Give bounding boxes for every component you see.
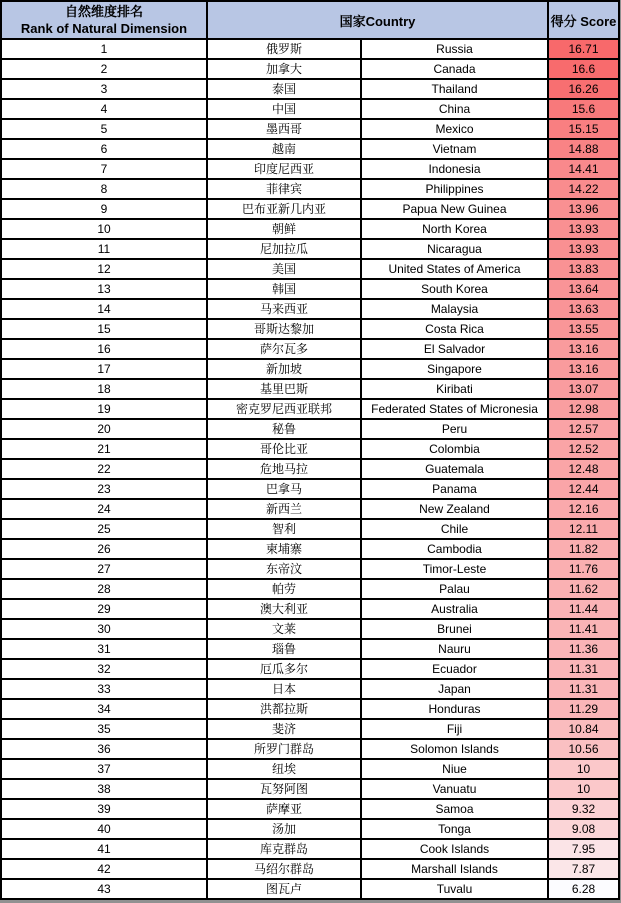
rank-cell: 3: [1, 79, 207, 99]
score-cell: 11.29: [548, 699, 619, 719]
table-row: [1, 239, 619, 259]
score-cell: 9.08: [548, 819, 619, 839]
country-en-cell: Honduras: [361, 699, 548, 719]
rank-cell: 23: [1, 479, 207, 499]
country-en-cell: Papua New Guinea: [361, 199, 548, 219]
rank-cell: 5: [1, 119, 207, 139]
rank-cell: 41: [1, 839, 207, 859]
country-zh-cell: 图瓦卢: [207, 879, 361, 899]
score-cell: 10.56: [548, 739, 619, 759]
score-cell: 11.62: [548, 579, 619, 599]
table-row: [1, 319, 619, 339]
country-zh-cell: 基里巴斯: [207, 379, 361, 399]
score-cell: 13.64: [548, 279, 619, 299]
country-zh-cell: 马绍尔群岛: [207, 859, 361, 879]
country-zh-cell: 萨尔瓦多: [207, 339, 361, 359]
rank-cell: 14: [1, 299, 207, 319]
table-row: [1, 699, 619, 719]
table-row: [1, 79, 619, 99]
country-en-cell: Chile: [361, 519, 548, 539]
rank-cell: 33: [1, 679, 207, 699]
country-en-cell: North Korea: [361, 219, 548, 239]
country-zh-cell: 帕劳: [207, 579, 361, 599]
table-row: [1, 179, 619, 199]
rank-cell: 38: [1, 779, 207, 799]
header-score: 得分 Score: [548, 1, 619, 39]
score-cell: 16.6: [548, 59, 619, 79]
country-zh-cell: 新西兰: [207, 499, 361, 519]
table-row: [1, 519, 619, 539]
country-en-cell: Thailand: [361, 79, 548, 99]
country-zh-cell: 瓦努阿图: [207, 779, 361, 799]
table-row: [1, 819, 619, 839]
country-zh-cell: 尼加拉瓜: [207, 239, 361, 259]
rank-cell: 12: [1, 259, 207, 279]
country-zh-cell: 智利: [207, 519, 361, 539]
country-zh-cell: 巴拿马: [207, 479, 361, 499]
table-row: [1, 679, 619, 699]
country-en-cell: Malaysia: [361, 299, 548, 319]
rank-cell: 22: [1, 459, 207, 479]
country-en-cell: Colombia: [361, 439, 548, 459]
score-cell: 11.76: [548, 559, 619, 579]
rank-cell: 21: [1, 439, 207, 459]
rank-cell: 6: [1, 139, 207, 159]
score-cell: 11.31: [548, 679, 619, 699]
rank-cell: 4: [1, 99, 207, 119]
country-zh-cell: 加拿大: [207, 59, 361, 79]
country-zh-cell: 危地马拉: [207, 459, 361, 479]
country-en-cell: Singapore: [361, 359, 548, 379]
country-en-cell: Peru: [361, 419, 548, 439]
rank-cell: 29: [1, 599, 207, 619]
table-row: [1, 539, 619, 559]
table-row: [1, 599, 619, 619]
score-cell: 12.11: [548, 519, 619, 539]
country-en-cell: Federated States of Micronesia: [361, 399, 548, 419]
country-en-cell: El Salvador: [361, 339, 548, 359]
country-zh-cell: 朝鲜: [207, 219, 361, 239]
rank-cell: 19: [1, 399, 207, 419]
table-row: [1, 39, 619, 59]
rank-cell: 17: [1, 359, 207, 379]
country-zh-cell: 密克罗尼西亚联邦: [207, 399, 361, 419]
country-en-cell: Tonga: [361, 819, 548, 839]
country-zh-cell: 俄罗斯: [207, 39, 361, 59]
country-zh-cell: 美国: [207, 259, 361, 279]
country-zh-cell: 文莱: [207, 619, 361, 639]
country-zh-cell: 越南: [207, 139, 361, 159]
country-en-cell: Timor-Leste: [361, 559, 548, 579]
table-row: [1, 839, 619, 859]
score-cell: 13.16: [548, 339, 619, 359]
rank-cell: 36: [1, 739, 207, 759]
country-en-cell: Guatemala: [361, 459, 548, 479]
country-zh-cell: 斐济: [207, 719, 361, 739]
country-en-cell: Japan: [361, 679, 548, 699]
country-en-cell: Fiji: [361, 719, 548, 739]
table-row: [1, 499, 619, 519]
table-row: [1, 799, 619, 819]
score-cell: 7.87: [548, 859, 619, 879]
score-cell: 15.6: [548, 99, 619, 119]
table-row: [1, 859, 619, 879]
score-cell: 10.84: [548, 719, 619, 739]
table-row: [1, 379, 619, 399]
country-en-cell: China: [361, 99, 548, 119]
table-row: [1, 359, 619, 379]
score-cell: 13.93: [548, 239, 619, 259]
score-cell: 15.15: [548, 119, 619, 139]
header-rank-en: Rank of Natural Dimension: [20, 21, 188, 36]
country-en-cell: Vanuatu: [361, 779, 548, 799]
table-body: [1, 39, 619, 899]
country-en-cell: Ecuador: [361, 659, 548, 679]
table-row: [1, 759, 619, 779]
score-cell: 13.93: [548, 219, 619, 239]
table-row: [1, 619, 619, 639]
table-row: [1, 419, 619, 439]
country-en-cell: Canada: [361, 59, 548, 79]
country-zh-cell: 墨西哥: [207, 119, 361, 139]
header-rank-zh: 自然维度排名: [64, 4, 143, 19]
score-cell: 12.44: [548, 479, 619, 499]
country-zh-cell: 东帝汶: [207, 559, 361, 579]
table-row: [1, 719, 619, 739]
country-zh-cell: 洪都拉斯: [207, 699, 361, 719]
table-header: [1, 1, 619, 39]
country-zh-cell: 印度尼西亚: [207, 159, 361, 179]
score-cell: 10: [548, 779, 619, 799]
country-en-cell: Tuvalu: [361, 879, 548, 899]
score-cell: 12.16: [548, 499, 619, 519]
country-zh-cell: 所罗门群岛: [207, 739, 361, 759]
rank-cell: 40: [1, 819, 207, 839]
score-cell: 7.95: [548, 839, 619, 859]
score-cell: 14.88: [548, 139, 619, 159]
score-cell: 12.48: [548, 459, 619, 479]
table-row: [1, 739, 619, 759]
score-cell: 13.63: [548, 299, 619, 319]
table-row: [1, 259, 619, 279]
country-en-cell: Brunei: [361, 619, 548, 639]
table-row: [1, 779, 619, 799]
score-cell: 11.36: [548, 639, 619, 659]
country-en-cell: Panama: [361, 479, 548, 499]
table-row: [1, 279, 619, 299]
country-zh-cell: 泰国: [207, 79, 361, 99]
score-cell: 12.52: [548, 439, 619, 459]
country-en-cell: Philippines: [361, 179, 548, 199]
score-cell: 14.41: [548, 159, 619, 179]
table-row: [1, 459, 619, 479]
rank-cell: 10: [1, 219, 207, 239]
rank-cell: 43: [1, 879, 207, 899]
country-en-cell: Costa Rica: [361, 319, 548, 339]
rank-cell: 26: [1, 539, 207, 559]
table-row: [1, 659, 619, 679]
table-row: [1, 399, 619, 419]
rank-cell: 11: [1, 239, 207, 259]
country-en-cell: Kiribati: [361, 379, 548, 399]
table-row: [1, 879, 619, 899]
rank-cell: 42: [1, 859, 207, 879]
rank-cell: 2: [1, 59, 207, 79]
score-cell: 13.16: [548, 359, 619, 379]
country-en-cell: Indonesia: [361, 159, 548, 179]
country-en-cell: Nauru: [361, 639, 548, 659]
rank-cell: 1: [1, 39, 207, 59]
table-row: [1, 439, 619, 459]
rank-cell: 35: [1, 719, 207, 739]
country-zh-cell: 哥伦比亚: [207, 439, 361, 459]
country-zh-cell: 库克群岛: [207, 839, 361, 859]
country-zh-cell: 澳大利亚: [207, 599, 361, 619]
country-zh-cell: 马来西亚: [207, 299, 361, 319]
country-zh-cell: 秘鲁: [207, 419, 361, 439]
score-cell: 9.32: [548, 799, 619, 819]
rank-cell: 13: [1, 279, 207, 299]
score-cell: 11.31: [548, 659, 619, 679]
table-row: [1, 139, 619, 159]
rank-cell: 7: [1, 159, 207, 179]
country-en-cell: Russia: [361, 39, 548, 59]
country-en-cell: Marshall Islands: [361, 859, 548, 879]
rank-cell: 28: [1, 579, 207, 599]
country-en-cell: New Zealand: [361, 499, 548, 519]
header-rank: [1, 1, 207, 39]
country-en-cell: Samoa: [361, 799, 548, 819]
country-en-cell: Cambodia: [361, 539, 548, 559]
country-en-cell: Niue: [361, 759, 548, 779]
country-en-cell: Palau: [361, 579, 548, 599]
country-zh-cell: 汤加: [207, 819, 361, 839]
country-zh-cell: 柬埔寨: [207, 539, 361, 559]
rank-cell: 37: [1, 759, 207, 779]
header-row: [1, 1, 619, 39]
score-cell: 13.07: [548, 379, 619, 399]
table-row: [1, 559, 619, 579]
country-zh-cell: 巴布亚新几内亚: [207, 199, 361, 219]
rank-cell: 25: [1, 519, 207, 539]
rank-cell: 9: [1, 199, 207, 219]
rank-cell: 24: [1, 499, 207, 519]
table-row: [1, 299, 619, 319]
country-zh-cell: 日本: [207, 679, 361, 699]
country-en-cell: Nicaragua: [361, 239, 548, 259]
table-row: [1, 639, 619, 659]
score-cell: 11.82: [548, 539, 619, 559]
header-country: 国家Country: [207, 1, 548, 39]
rank-cell: 32: [1, 659, 207, 679]
country-en-cell: Solomon Islands: [361, 739, 548, 759]
rank-cell: 31: [1, 639, 207, 659]
country-zh-cell: 哥斯达黎加: [207, 319, 361, 339]
table-row: [1, 339, 619, 359]
table-row: [1, 159, 619, 179]
country-zh-cell: 新加坡: [207, 359, 361, 379]
score-cell: 13.96: [548, 199, 619, 219]
country-zh-cell: 菲律宾: [207, 179, 361, 199]
score-cell: 12.57: [548, 419, 619, 439]
country-zh-cell: 萨摩亚: [207, 799, 361, 819]
table-row: [1, 579, 619, 599]
score-cell: 13.83: [548, 259, 619, 279]
score-cell: 11.44: [548, 599, 619, 619]
score-cell: 11.41: [548, 619, 619, 639]
table-row: [1, 59, 619, 79]
score-cell: 10: [548, 759, 619, 779]
rank-cell: 16: [1, 339, 207, 359]
table-row: [1, 119, 619, 139]
country-en-cell: Cook Islands: [361, 839, 548, 859]
score-cell: 13.55: [548, 319, 619, 339]
country-zh-cell: 韩国: [207, 279, 361, 299]
country-zh-cell: 纽埃: [207, 759, 361, 779]
country-zh-cell: 厄瓜多尔: [207, 659, 361, 679]
country-en-cell: Mexico: [361, 119, 548, 139]
country-en-cell: Australia: [361, 599, 548, 619]
rank-cell: 27: [1, 559, 207, 579]
score-cell: 14.22: [548, 179, 619, 199]
rank-cell: 30: [1, 619, 207, 639]
country-en-cell: Vietnam: [361, 139, 548, 159]
rank-cell: 34: [1, 699, 207, 719]
rank-cell: 15: [1, 319, 207, 339]
rank-cell: 20: [1, 419, 207, 439]
rank-cell: 39: [1, 799, 207, 819]
score-cell: 16.26: [548, 79, 619, 99]
country-en-cell: South Korea: [361, 279, 548, 299]
score-cell: 12.98: [548, 399, 619, 419]
score-cell: 6.28: [548, 879, 619, 899]
country-en-cell: United States of America: [361, 259, 548, 279]
table-row: [1, 219, 619, 239]
rank-cell: 8: [1, 179, 207, 199]
score-cell: 16.71: [548, 39, 619, 59]
table-row: [1, 99, 619, 119]
table-row: [1, 199, 619, 219]
country-zh-cell: 中国: [207, 99, 361, 119]
table-row: [1, 479, 619, 499]
country-zh-cell: 瑙鲁: [207, 639, 361, 659]
rank-cell: 18: [1, 379, 207, 399]
